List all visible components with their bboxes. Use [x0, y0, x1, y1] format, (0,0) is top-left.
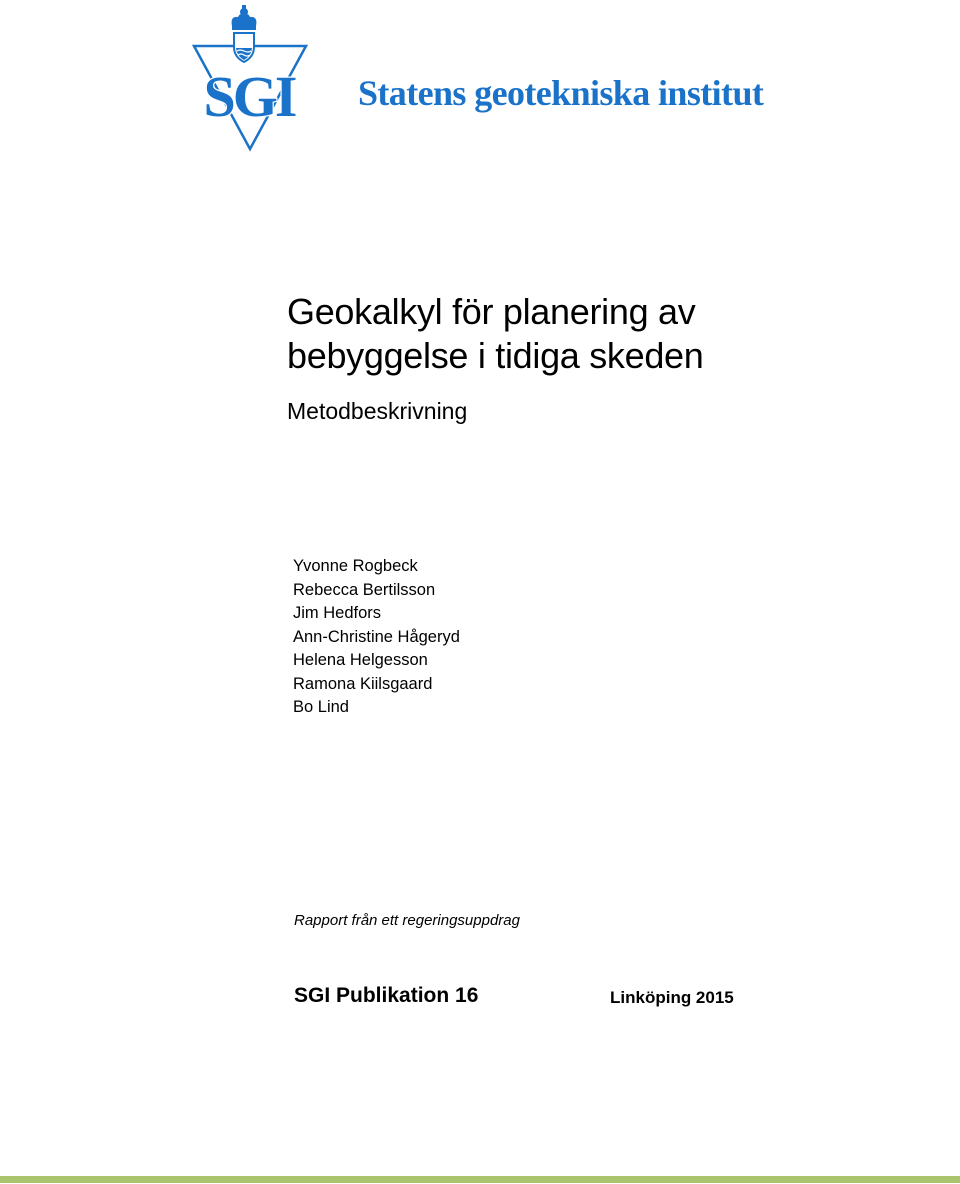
report-type: Rapport från ett regeringsuppdrag	[294, 912, 520, 929]
crown-icon	[232, 5, 257, 30]
publication-number: SGI Publikation 16	[294, 984, 479, 1007]
sgi-logo	[190, 2, 312, 152]
author-name: Ramona Kiilsgaard	[293, 674, 433, 693]
document-title	[287, 290, 704, 378]
title-line-2: bebyggelse i tidiga skeden	[287, 335, 704, 376]
place-year: Linköping 2015	[610, 988, 734, 1007]
author-name: Bo Lind	[293, 698, 349, 716]
title-line-1: Geokalkyl för planering av	[287, 291, 696, 332]
author-name: Ann-Christine Hågeryd	[293, 627, 460, 646]
shield-icon	[234, 33, 254, 62]
author-name: Jim Hedfors	[293, 604, 382, 622]
author-name: Rebecca Bertilsson	[293, 580, 436, 599]
author-list	[293, 555, 460, 720]
bottom-divider	[0, 1176, 960, 1183]
logo-text: SGI	[203, 64, 295, 129]
document-subtitle: Metodbeskrivning	[287, 398, 468, 424]
institute-name: Statens geotekniska institut	[358, 73, 764, 113]
author-name: Yvonne Rogbeck	[293, 557, 418, 575]
author-name: Helena Helgesson	[293, 651, 428, 669]
